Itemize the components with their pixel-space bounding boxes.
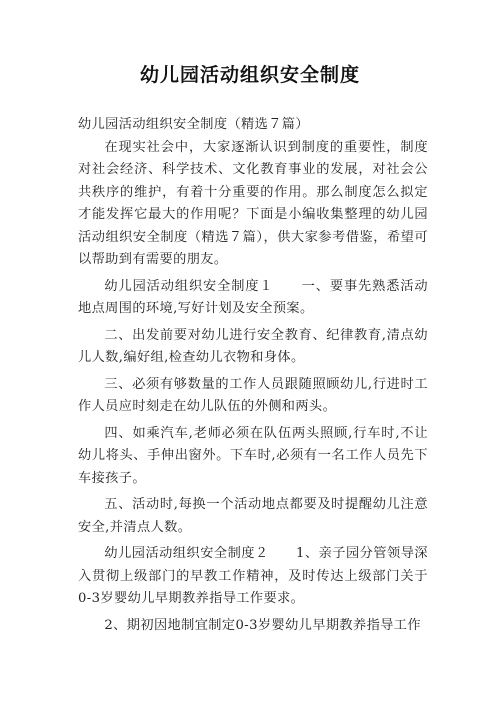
paragraph-rule-1-item-5: 五、活动时,每换一个活动地点都要及时提醒幼儿注意安全,并清点人数。 bbox=[78, 497, 428, 535]
document-body bbox=[78, 114, 428, 637]
paragraph-rule-2-item-2: 2、期初因地制宜制定0-3岁婴幼儿早期教养指导工作 bbox=[104, 617, 421, 633]
document-title: 幼儿园活动组织安全制度 bbox=[139, 64, 360, 86]
document-subtitle: 幼儿园活动组织安全制度（精选７篇） bbox=[78, 117, 309, 132]
paragraph-rule-1-item-3: 三、必须有够数量的工作人员跟随照顾幼儿,行进时工作人员应时刻走在幼儿队伍的外侧和两头。 bbox=[78, 376, 428, 414]
paragraph-rule-1-item-1: 幼儿园活动组织安全制度１ 一、要事先熟悉活动地点周围的环境,写好计划及安全预案。 bbox=[78, 278, 428, 316]
paragraph-rule-1-item-2: 二、出发前要对幼儿进行安全教育、纪律教育,清点幼儿人数,编好组,检查幼儿衣物和身体。 bbox=[78, 327, 428, 365]
intro-paragraph: 在现实社会中，大家逐渐认识到制度的重要性，制度对社会经济、科学技术、文化教育事业的发展，对社会公共秩序的维护，有着十分重要的作用。那么制度怎么拟定才能发挥它最大的作用呢？下面是小编收集整理的幼儿园活动组织安全制度（精选７篇），供大家参考借鉴，希望可以帮助到有需要的朋友。 bbox=[78, 139, 428, 267]
paragraph-rule-2-item-1: 幼儿园活动组织安全制度２ 1、亲子园分管领导深入贯彻上级部门的早教工作精神，及时传达上级部门关于0-3岁婴幼儿早期教养指导工作要求。 bbox=[78, 546, 428, 606]
paragraph-rule-1-item-4: 四、如乘汽车,老师必须在队伍两头照顾,行车时,不让幼儿将头、手伸出窗外。下车时,必须有一名工作人员先下车接孩子。 bbox=[78, 425, 428, 486]
